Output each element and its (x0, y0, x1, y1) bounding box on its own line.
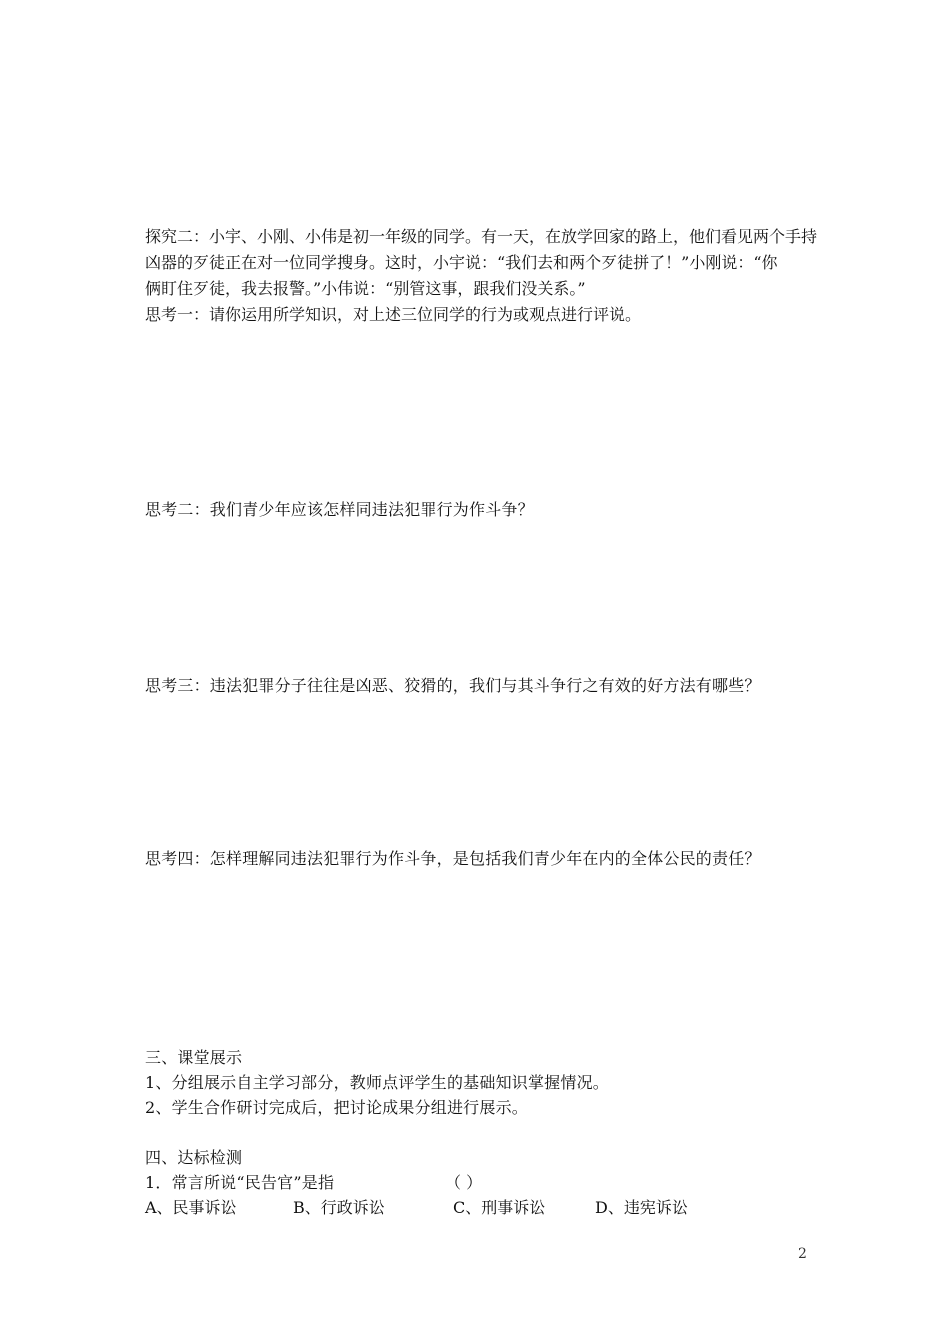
explore2-line-3: 俩盯住歹徒，我去报警。”小伟说：“别管这事，跟我们没关系。” (145, 279, 586, 298)
option-c: C、刑事诉讼 (453, 1198, 546, 1217)
section3-item-2: 2、学生合作研讨完成后，把讨论成果分组进行展示。 (145, 1098, 528, 1117)
explore2-line-2: 凶器的歹徒正在对一位同学搜身。这时，小宇说：“我们去和两个歹徒拼了！”小刚说：“你 (145, 253, 778, 272)
explore2-line-1: 探究二：小宇、小刚、小伟是初一年级的同学。有一天，在放学回家的路上，他们看见两个手持 (145, 227, 818, 246)
answer-blank: （ ） (445, 1173, 483, 1192)
think1-question: 思考一：请你运用所学知识，对上述三位同学的行为或观点进行评说。 (145, 305, 642, 324)
section3-heading: 三、课堂展示 (145, 1048, 243, 1067)
section3-item-1: 1、分组展示自主学习部分，教师点评学生的基础知识掌握情况。 (145, 1073, 609, 1092)
think2-question: 思考二：我们青少年应该怎样同违法犯罪行为作斗争？ (145, 500, 534, 519)
option-a: A、民事诉讼 (145, 1198, 237, 1217)
explore2-paragraph (145, 224, 818, 328)
option-b: B、行政诉讼 (293, 1198, 385, 1217)
question-1: 1．常言所说“民告官”是指 (145, 1173, 335, 1192)
think4-question: 思考四：怎样理解同违法犯罪行为作斗争，是包括我们青少年在内的全体公民的责任？ (145, 849, 761, 868)
think3-question: 思考三：违法犯罪分子往往是凶恶、狡猾的，我们与其斗争行之有效的好方法有哪些？ (145, 676, 761, 695)
section4-heading: 四、达标检测 (145, 1148, 243, 1167)
page-number: 2 (798, 1246, 807, 1262)
option-d: D、违宪诉讼 (595, 1198, 688, 1217)
